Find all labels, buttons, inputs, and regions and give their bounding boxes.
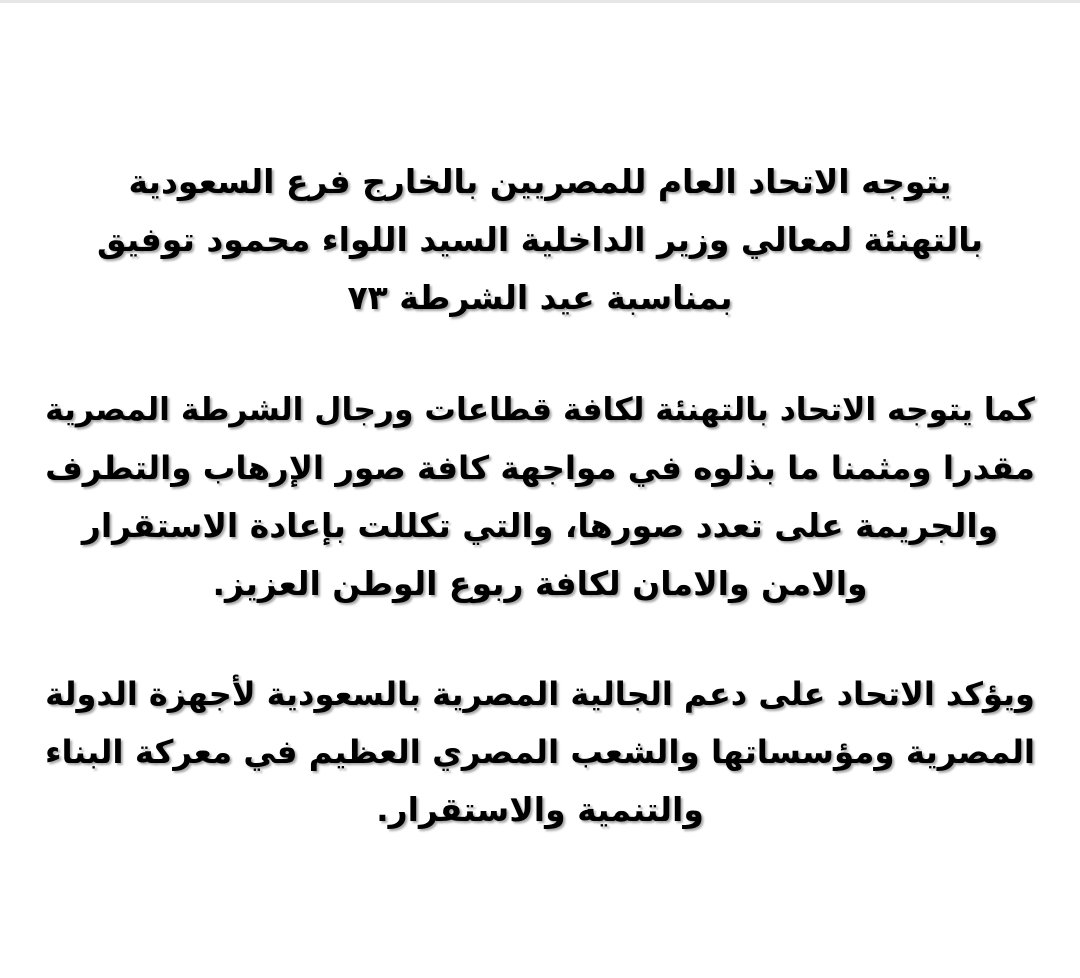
police-congratulations-paragraph bbox=[40, 381, 1040, 613]
text-line: يتوجه الاتحاد العام للمصريين بالخارج فرع السعودية bbox=[128, 162, 952, 201]
text-line: بالتهنئة لمعالي وزير الداخلية السيد اللواء محمود توفيق bbox=[96, 220, 984, 259]
text-line: المصرية ومؤسساتها والشعب المصري العظيم في معركة البناء bbox=[44, 733, 1036, 771]
support-paragraph bbox=[40, 665, 1040, 839]
greeting-paragraph bbox=[40, 153, 1040, 327]
text-line: والجريمة على تعدد صورها، والتي تكللت بإعادة الاستقرار bbox=[81, 506, 999, 545]
text-line: والامن والامان لكافة ربوع الوطن العزيز. bbox=[212, 564, 868, 603]
text-line: والتنمية والاستقرار. bbox=[376, 790, 704, 829]
text-line: مقدرا ومثمنا ما بذلوه في مواجهة كافة صور الإرهاب والتطرف bbox=[45, 449, 1035, 487]
text-line: بمناسبة عيد الشرطة ٧٣ bbox=[347, 278, 733, 317]
text-line: ويؤكد الاتحاد على دعم الجالية المصرية بالسعودية لأجهزة الدولة bbox=[45, 675, 1035, 713]
text-line: كما يتوجه الاتحاد بالتهنئة لكافة قطاعات ورجال الشرطة المصرية bbox=[45, 392, 1035, 428]
